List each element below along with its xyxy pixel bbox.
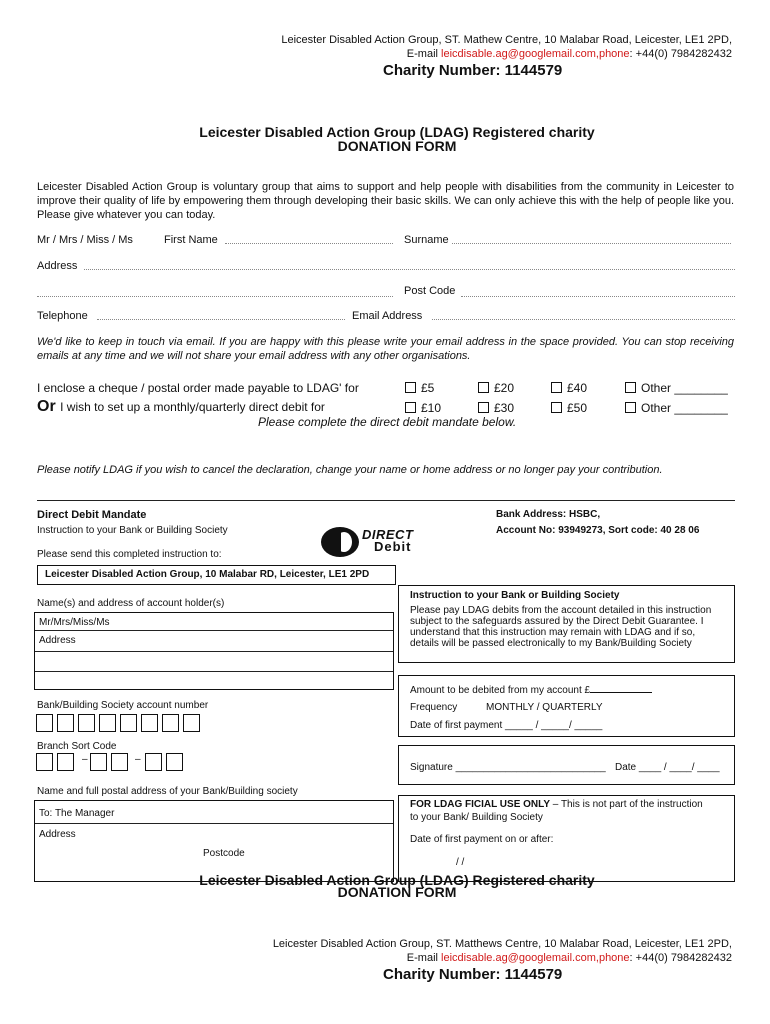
complete-mandate-note: Please complete the direct debit mandate below. — [258, 415, 517, 429]
bank-address-box — [34, 800, 394, 882]
checkbox-icon — [551, 382, 562, 393]
notify-note: Please notify LDAG if you wish to cancel the declaration, change your name or home address or no longer pay your contribution. — [37, 464, 663, 476]
account-number-label: Bank/Building Society account number — [37, 700, 209, 711]
footer-phone: : +44(0) 7984282432 — [629, 952, 732, 964]
payment-box — [398, 675, 735, 737]
footer-title: Leicester Disabled Action Group (LDAG) Registered charity — [199, 872, 595, 888]
office-date-label: Date of first payment on or after: — [410, 834, 554, 845]
keep-in-touch-note: We'd like to keep in touch via email. If you are happy with this please write your email address in the space provided. You can stop receiving emails at any time and we will not share your email address with any other organisations. — [37, 336, 734, 362]
checkbox-icon — [405, 402, 416, 413]
to-manager[interactable]: To: The Manager — [39, 808, 115, 819]
direct-debit-logo: DIRECT Debit — [320, 525, 430, 559]
signature-field[interactable]: Signature ___________________________ — [410, 762, 606, 773]
cheque-label: I enclose a cheque / postal order made payable to LDAG' for — [37, 381, 359, 395]
first-name-field[interactable] — [225, 231, 393, 244]
holder-address[interactable]: Address — [39, 635, 76, 646]
option-40[interactable]: £40 — [551, 381, 587, 395]
bank-address: Bank Address: HSBC, — [496, 509, 601, 520]
send-to-label: Please send this completed instruction to: — [37, 549, 222, 560]
option-other-1[interactable]: Other ________ — [625, 381, 728, 395]
footer-contact — [407, 952, 732, 964]
checkbox-icon — [478, 402, 489, 413]
charity-number: Charity Number: 1144579 — [383, 62, 563, 79]
option-other-2[interactable]: Other ________ — [625, 401, 728, 415]
title-label: Mr / Mrs / Miss / Ms — [37, 234, 133, 246]
checkbox-icon — [625, 382, 636, 393]
first-payment-date[interactable]: Date of first payment _____ / _____/ _____ — [410, 720, 603, 731]
checkbox-icon — [478, 382, 489, 393]
email-prefix: E-mail — [406, 48, 438, 60]
checkbox-icon — [551, 402, 562, 413]
send-address-box — [37, 565, 396, 585]
sort-code-label: Branch Sort Code — [37, 741, 117, 752]
phone-number: : +44(0) 7984282432 — [629, 48, 732, 60]
first-name-label: First Name — [164, 234, 218, 246]
office-use-box — [398, 795, 735, 882]
address-label: Address — [37, 260, 78, 272]
email-field[interactable] — [432, 307, 735, 320]
footer-subtitle: DONATION FORM — [337, 884, 457, 900]
bank-address-field[interactable]: Address — [39, 829, 76, 840]
signature-date[interactable]: Date ____ / ____/ ____ — [615, 762, 720, 773]
postcode-field-label[interactable]: Postcode — [203, 848, 245, 859]
surname-label: Surname — [404, 234, 449, 246]
option-50[interactable]: £50 — [551, 401, 587, 415]
instruction-title: Instruction to your Bank or Building Society — [410, 590, 620, 601]
postcode-label: Post Code — [404, 285, 456, 297]
address-field-line1[interactable] — [84, 257, 735, 270]
instruction-text: Please pay LDAG debits from the account detailed in this instruction subject to the safeguards assured by the Direct Debit Guarantee. I understand that this instruction may remain with LDAG and if so, details will be passed electronically to my Bank/Building Society — [410, 605, 712, 649]
form-title: Leicester Disabled Action Group (LDAG) Registered charity — [199, 124, 595, 140]
office-use-line1: FOR LDAG FICIAL USE ONLY – This is not part of the instruction — [410, 799, 703, 810]
divider — [37, 500, 735, 501]
holder-title[interactable]: Mr/Mrs/Miss/Ms — [39, 617, 110, 628]
or-label: Or — [37, 398, 56, 415]
checkbox-icon — [625, 402, 636, 413]
option-5[interactable]: £5 — [405, 381, 434, 395]
email-label: Email Address — [352, 310, 423, 322]
account-details: Account No: 93949273, Sort code: 40 28 06 — [496, 525, 700, 536]
signature-box — [398, 745, 735, 785]
mandate-title: Direct Debit Mandate — [37, 509, 147, 521]
instruction-box — [398, 585, 735, 663]
debit-label: I wish to set up a monthly/quarterly direct debit for — [60, 400, 325, 414]
intro-paragraph: Leicester Disabled Action Group is voluntary group that aims to support and help people with disabilities from the community in Leicester to improve their quality of life by empowering them through developing their basic skills. We can only achieve this with the help of people like you. Please give whatever you can today. — [37, 181, 734, 221]
debit-row-label — [37, 398, 325, 416]
footer-email-prefix: E-mail — [406, 952, 438, 964]
email-link[interactable]: leicdisable.ag@googlemail.com,phone — [441, 48, 630, 60]
holders-label: Name(s) and address of account holder(s) — [37, 598, 225, 609]
amount-label[interactable]: Amount to be debited from my account £ — [410, 685, 652, 696]
holder-box — [34, 612, 394, 690]
telephone-label: Telephone — [37, 310, 88, 322]
footer-address: Leicester Disabled Action Group, ST. Matthews Centre, 10 Malabar Road, Leicester, LE1 2PD, — [272, 938, 732, 950]
office-date-slashes: / / — [456, 857, 465, 868]
send-address: Leicester Disabled Action Group, 10 Malabar RD, Leicester, LE1 2PD — [45, 569, 370, 580]
postcode-field[interactable] — [461, 284, 735, 297]
checkbox-icon — [405, 382, 416, 393]
mandate-subtitle: Instruction to your Bank or Building Society — [37, 525, 228, 536]
bank-name-label: Name and full postal address of your Bank/Building society — [37, 786, 298, 797]
footer-email-link[interactable]: leicdisable.ag@googlemail.com,phone — [441, 952, 630, 964]
office-use-line2: to your Bank/ Building Society — [410, 812, 543, 823]
frequency-label: Frequency — [410, 702, 458, 713]
option-10[interactable]: £10 — [405, 401, 441, 415]
surname-field[interactable] — [452, 231, 731, 244]
frequency-value[interactable]: MONTHLY / QUARTERLY — [486, 702, 603, 713]
footer-charity-number: Charity Number: 1144579 — [383, 966, 563, 983]
header-contact — [407, 48, 732, 60]
address-field-line2[interactable] — [37, 284, 393, 297]
option-30[interactable]: £30 — [478, 401, 514, 415]
option-20[interactable]: £20 — [478, 381, 514, 395]
telephone-field[interactable] — [97, 307, 345, 320]
form-subtitle: DONATION FORM — [337, 138, 457, 154]
header-address: Leicester Disabled Action Group, ST. Mathew Centre, 10 Malabar Road, Leicester, LE1 2PD, — [281, 34, 732, 46]
